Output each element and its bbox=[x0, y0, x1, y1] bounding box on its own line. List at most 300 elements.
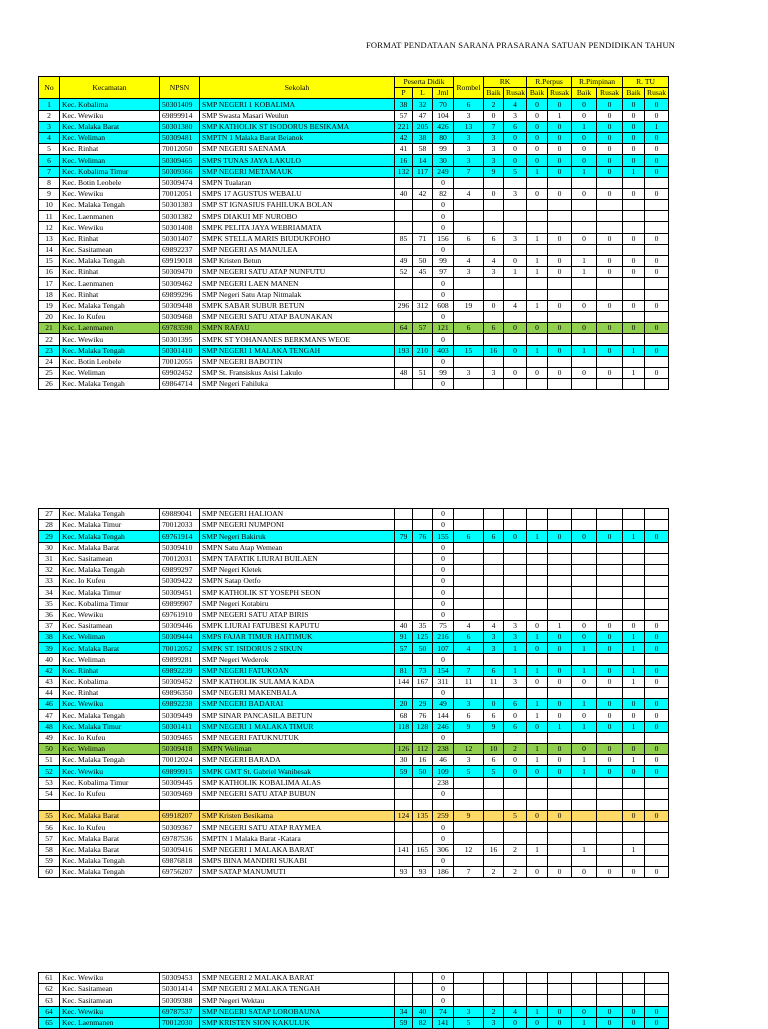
pimpinan-rusak-cell: 0 bbox=[597, 256, 623, 267]
tu-baik-cell: 1 bbox=[623, 632, 645, 643]
header-jml: Jml bbox=[433, 88, 454, 99]
pimpinan-baik-cell: 0 bbox=[572, 632, 597, 643]
rk-rusak-cell: 3 bbox=[504, 110, 527, 121]
jml-cell bbox=[433, 799, 454, 810]
tu-baik-cell bbox=[623, 311, 645, 322]
tu-rusak-cell bbox=[645, 334, 669, 345]
perpus-rusak-cell bbox=[548, 844, 572, 855]
rk-rusak-cell bbox=[504, 244, 527, 255]
pimpinan-rusak-cell: 0 bbox=[597, 121, 623, 132]
rombel-cell bbox=[454, 311, 484, 322]
l-cell: 76 bbox=[413, 710, 433, 721]
tu-rusak-cell: 0 bbox=[645, 632, 669, 643]
kecamatan-cell: Kec. Kobalima bbox=[60, 99, 160, 110]
perpus-rusak-cell: 0 bbox=[548, 867, 572, 878]
tu-rusak-cell bbox=[645, 654, 669, 665]
rk-baik-cell bbox=[484, 609, 504, 620]
kecamatan-cell: Kec. Rinhat bbox=[60, 289, 160, 300]
l-cell: 167 bbox=[413, 676, 433, 687]
kecamatan-cell: Kec. Wewiku bbox=[60, 973, 160, 984]
pimpinan-rusak-cell: 0 bbox=[597, 155, 623, 166]
pimpinan-baik-cell bbox=[572, 973, 597, 984]
rombel-cell bbox=[454, 799, 484, 810]
tu-baik-cell: 1 bbox=[623, 531, 645, 542]
jml-cell: 75 bbox=[433, 620, 454, 631]
rk-baik-cell: 6 bbox=[484, 665, 504, 676]
l-cell: 40 bbox=[413, 1006, 433, 1017]
l-cell bbox=[413, 356, 433, 367]
jml-cell: 49 bbox=[433, 699, 454, 710]
table-row bbox=[39, 732, 669, 743]
tu-rusak-cell bbox=[645, 509, 669, 520]
kecamatan-cell: Kec. Weliman bbox=[60, 132, 160, 143]
kecamatan-cell: Kec. Wewiku bbox=[60, 334, 160, 345]
jml-cell: 0 bbox=[433, 732, 454, 743]
tu-baik-cell bbox=[623, 553, 645, 564]
p-cell bbox=[395, 822, 413, 833]
tu-baik-cell: 0 bbox=[623, 323, 645, 334]
table-row bbox=[39, 564, 669, 575]
tu-rusak-cell bbox=[645, 222, 669, 233]
rk-baik-cell: 4 bbox=[484, 256, 504, 267]
tu-baik-cell bbox=[623, 732, 645, 743]
row-number: 58 bbox=[39, 844, 60, 855]
header-tu-rusak: Rusak bbox=[645, 88, 669, 99]
row-number: 19 bbox=[39, 300, 60, 311]
l-cell: 312 bbox=[413, 300, 433, 311]
table-row bbox=[39, 222, 669, 233]
tu-rusak-cell bbox=[645, 833, 669, 844]
tu-baik-cell: 0 bbox=[623, 811, 645, 822]
tu-baik-cell bbox=[623, 509, 645, 520]
perpus-baik-cell: 0 bbox=[527, 132, 548, 143]
l-cell bbox=[413, 855, 433, 866]
perpus-rusak-cell: 0 bbox=[548, 531, 572, 542]
table-row bbox=[39, 520, 669, 531]
tu-rusak-cell: 0 bbox=[645, 345, 669, 356]
sekolah-cell: SMPN Tualaran bbox=[200, 177, 395, 188]
tu-rusak-cell: 0 bbox=[645, 256, 669, 267]
kecamatan-cell: Kec. Laenmanen bbox=[60, 278, 160, 289]
sekolah-cell: SMP Negeri Bakiruk bbox=[200, 531, 395, 542]
npsn-cell: 70012051 bbox=[160, 188, 200, 199]
jml-cell: 144 bbox=[433, 710, 454, 721]
tu-baik-cell: 0 bbox=[623, 267, 645, 278]
rk-baik-cell bbox=[484, 520, 504, 531]
table-row bbox=[39, 632, 669, 643]
kecamatan-cell: Kec. Laenmanen bbox=[60, 211, 160, 222]
tu-baik-cell: 1 bbox=[623, 676, 645, 687]
l-cell: 82 bbox=[413, 1017, 433, 1028]
sekolah-cell: SMPS TUNAS JAYA LAKULO bbox=[200, 155, 395, 166]
row-number: 25 bbox=[39, 367, 60, 378]
rk-rusak-cell: 4 bbox=[504, 99, 527, 110]
row-number: 8 bbox=[39, 177, 60, 188]
p-cell bbox=[395, 598, 413, 609]
l-cell: 128 bbox=[413, 721, 433, 732]
kecamatan-cell: Kec. Malaka Timur bbox=[60, 721, 160, 732]
p-cell: 57 bbox=[395, 110, 413, 121]
kecamatan-cell: Kec. Rinhat bbox=[60, 144, 160, 155]
npsn-cell: 50301407 bbox=[160, 233, 200, 244]
table-row bbox=[39, 356, 669, 367]
l-cell bbox=[413, 777, 433, 788]
rk-rusak-cell: 1 bbox=[504, 267, 527, 278]
school-table-1 bbox=[38, 76, 669, 390]
sekolah-cell: SMP NEGERI FATUKOAN bbox=[200, 665, 395, 676]
rombel-cell bbox=[454, 356, 484, 367]
jml-cell: 0 bbox=[433, 356, 454, 367]
perpus-rusak-cell bbox=[548, 855, 572, 866]
perpus-rusak-cell bbox=[548, 598, 572, 609]
rombel-cell: 4 bbox=[454, 643, 484, 654]
l-cell bbox=[413, 833, 433, 844]
perpus-baik-cell: 0 bbox=[527, 323, 548, 334]
pimpinan-baik-cell bbox=[572, 777, 597, 788]
l-cell bbox=[413, 732, 433, 743]
header-perpus-rusak: Rusak bbox=[548, 88, 572, 99]
rombel-cell: 3 bbox=[454, 699, 484, 710]
npsn-cell: 50309453 bbox=[160, 973, 200, 984]
l-cell: 205 bbox=[413, 121, 433, 132]
kecamatan-cell: Kec. Malaka Tengah bbox=[60, 300, 160, 311]
row-number: 39 bbox=[39, 643, 60, 654]
sekolah-cell: SMP ST IGNASIUS FAHILUKA BOLAN bbox=[200, 200, 395, 211]
npsn-cell: 69899281 bbox=[160, 654, 200, 665]
jml-cell: 156 bbox=[433, 233, 454, 244]
l-cell: 50 bbox=[413, 643, 433, 654]
rombel-cell: 15 bbox=[454, 345, 484, 356]
pimpinan-rusak-cell bbox=[597, 289, 623, 300]
table-row bbox=[39, 300, 669, 311]
table-row bbox=[39, 721, 669, 732]
npsn-cell: 50301414 bbox=[160, 984, 200, 995]
rombel-cell bbox=[454, 732, 484, 743]
npsn-cell bbox=[160, 799, 200, 810]
jml-cell: 216 bbox=[433, 632, 454, 643]
tu-baik-cell: 0 bbox=[623, 867, 645, 878]
rombel-cell bbox=[454, 855, 484, 866]
perpus-baik-cell: 0 bbox=[527, 620, 548, 631]
rk-baik-cell bbox=[484, 688, 504, 699]
pimpinan-baik-cell: 1 bbox=[572, 766, 597, 777]
l-cell: 35 bbox=[413, 620, 433, 631]
pimpinan-rusak-cell bbox=[597, 688, 623, 699]
sekolah-cell: SMP KATHOLIK ST YOSEPH SEON bbox=[200, 587, 395, 598]
rombel-cell: 7 bbox=[454, 166, 484, 177]
rk-rusak-cell bbox=[504, 553, 527, 564]
p-cell bbox=[395, 334, 413, 345]
p-cell: 64 bbox=[395, 323, 413, 334]
pimpinan-baik-cell: 0 bbox=[572, 1006, 597, 1017]
l-cell: 42 bbox=[413, 188, 433, 199]
table-row bbox=[39, 620, 669, 631]
row-number: 62 bbox=[39, 984, 60, 995]
npsn-cell: 70012055 bbox=[160, 356, 200, 367]
rk-baik-cell: 16 bbox=[484, 345, 504, 356]
npsn-cell: 69899914 bbox=[160, 110, 200, 121]
sekolah-cell: SMPS FAJAR TIMUR HAITIMUK bbox=[200, 632, 395, 643]
perpus-baik-cell: 1 bbox=[527, 233, 548, 244]
jml-cell: 0 bbox=[433, 520, 454, 531]
sekolah-cell: SMP NEGERI HALIOAN bbox=[200, 509, 395, 520]
rk-baik-cell bbox=[484, 811, 504, 822]
pimpinan-rusak-cell: 0 bbox=[597, 1017, 623, 1028]
pimpinan-baik-cell: 0 bbox=[572, 155, 597, 166]
row-number: 29 bbox=[39, 531, 60, 542]
pimpinan-baik-cell: 0 bbox=[572, 367, 597, 378]
rk-baik-cell bbox=[484, 379, 504, 390]
tu-rusak-cell: 0 bbox=[645, 99, 669, 110]
jml-cell: 0 bbox=[433, 222, 454, 233]
rombel-cell: 6 bbox=[454, 710, 484, 721]
tu-rusak-cell: 0 bbox=[645, 1006, 669, 1017]
perpus-baik-cell: 1 bbox=[527, 1006, 548, 1017]
perpus-baik-cell bbox=[527, 799, 548, 810]
tu-baik-cell: 1 bbox=[623, 721, 645, 732]
p-cell bbox=[395, 995, 413, 1006]
row-number: 33 bbox=[39, 576, 60, 587]
p-cell bbox=[395, 211, 413, 222]
jml-cell: 403 bbox=[433, 345, 454, 356]
kecamatan-cell: Kec. Botin Leobele bbox=[60, 356, 160, 367]
perpus-rusak-cell: 0 bbox=[548, 132, 572, 143]
rombel-cell: 6 bbox=[454, 531, 484, 542]
kecamatan-cell: Kec. Laenmanen bbox=[60, 323, 160, 334]
row-number: 55 bbox=[39, 811, 60, 822]
perpus-baik-cell: 0 bbox=[527, 1017, 548, 1028]
row-number: 37 bbox=[39, 620, 60, 631]
rombel-cell: 5 bbox=[454, 766, 484, 777]
table-row bbox=[39, 973, 669, 984]
row-number: 54 bbox=[39, 788, 60, 799]
row-number: 51 bbox=[39, 755, 60, 766]
rk-rusak-cell bbox=[504, 732, 527, 743]
tu-rusak-cell: 0 bbox=[645, 367, 669, 378]
l-cell: 29 bbox=[413, 699, 433, 710]
tu-rusak-cell bbox=[645, 200, 669, 211]
kecamatan-cell: Kec. Wewiku bbox=[60, 699, 160, 710]
l-cell: 57 bbox=[413, 323, 433, 334]
npsn-cell: 70012033 bbox=[160, 520, 200, 531]
rk-baik-cell: 2 bbox=[484, 1006, 504, 1017]
tu-rusak-cell: 0 bbox=[645, 665, 669, 676]
sekolah-cell: SMP Swasta Masari Weulun bbox=[200, 110, 395, 121]
rk-baik-cell bbox=[484, 244, 504, 255]
kecamatan-cell: Kec. Malaka Tengah bbox=[60, 345, 160, 356]
l-cell: 32 bbox=[413, 99, 433, 110]
pimpinan-rusak-cell: 0 bbox=[597, 188, 623, 199]
rk-rusak-cell: 2 bbox=[504, 743, 527, 754]
header-r-perpus: R.Perpus bbox=[527, 77, 572, 88]
pimpinan-baik-cell bbox=[572, 598, 597, 609]
header-pimpinan-baik: Baik bbox=[572, 88, 597, 99]
kecamatan-cell: Kec. Kobalima bbox=[60, 676, 160, 687]
perpus-baik-cell bbox=[527, 995, 548, 1006]
row-number: 3 bbox=[39, 121, 60, 132]
pimpinan-baik-cell: 0 bbox=[572, 676, 597, 687]
sekolah-cell: SMPN TAFATIK LIURAI BUILAEN bbox=[200, 553, 395, 564]
l-cell: 117 bbox=[413, 166, 433, 177]
jml-cell: 0 bbox=[433, 244, 454, 255]
rk-rusak-cell: 5 bbox=[504, 811, 527, 822]
rk-rusak-cell: 2 bbox=[504, 844, 527, 855]
perpus-rusak-cell: 0 bbox=[548, 99, 572, 110]
npsn-cell: 50309416 bbox=[160, 844, 200, 855]
rk-baik-cell bbox=[484, 799, 504, 810]
sekolah-cell: SMP NEGERI SAENAMA bbox=[200, 144, 395, 155]
header-rk: RK bbox=[484, 77, 527, 88]
tu-rusak-cell bbox=[645, 244, 669, 255]
jml-cell: 246 bbox=[433, 721, 454, 732]
sekolah-cell: SMP Kristen Besikama bbox=[200, 811, 395, 822]
row-number: 21 bbox=[39, 323, 60, 334]
kecamatan-cell bbox=[60, 799, 160, 810]
sekolah-cell: SMP NEGERI LAEN MANEN bbox=[200, 278, 395, 289]
table-row bbox=[39, 289, 669, 300]
tu-baik-cell: 1 bbox=[623, 345, 645, 356]
kecamatan-cell: Kec. Malaka Tengah bbox=[60, 755, 160, 766]
rk-rusak-cell: 0 bbox=[504, 755, 527, 766]
l-cell bbox=[413, 211, 433, 222]
kecamatan-cell: Kec. Malaka Tengah bbox=[60, 379, 160, 390]
npsn-cell: 50309446 bbox=[160, 620, 200, 631]
rombel-cell bbox=[454, 654, 484, 665]
tu-baik-cell: 1 bbox=[623, 367, 645, 378]
perpus-baik-cell: 1 bbox=[527, 699, 548, 710]
table-row bbox=[39, 995, 669, 1006]
perpus-rusak-cell bbox=[548, 200, 572, 211]
tu-rusak-cell: 0 bbox=[645, 110, 669, 121]
p-cell bbox=[395, 542, 413, 553]
table-row bbox=[39, 755, 669, 766]
rombel-cell bbox=[454, 609, 484, 620]
rombel-cell: 5 bbox=[454, 1017, 484, 1028]
row-number: 52 bbox=[39, 766, 60, 777]
npsn-cell: 69899915 bbox=[160, 766, 200, 777]
tu-baik-cell: 1 bbox=[623, 166, 645, 177]
sekolah-cell: SMPTN 1 Malaka Barat Beianok bbox=[200, 132, 395, 143]
pimpinan-rusak-cell: 0 bbox=[597, 721, 623, 732]
rk-baik-cell: 7 bbox=[484, 121, 504, 132]
rk-rusak-cell: 0 bbox=[504, 531, 527, 542]
tu-rusak-cell bbox=[645, 278, 669, 289]
p-cell bbox=[395, 289, 413, 300]
l-cell bbox=[413, 609, 433, 620]
rk-baik-cell bbox=[484, 587, 504, 598]
jml-cell: 0 bbox=[433, 576, 454, 587]
tu-rusak-cell bbox=[645, 688, 669, 699]
pimpinan-rusak-cell bbox=[597, 855, 623, 866]
jml-cell: 70 bbox=[433, 99, 454, 110]
tu-rusak-cell bbox=[645, 822, 669, 833]
perpus-baik-cell bbox=[527, 542, 548, 553]
row-number: 61 bbox=[39, 973, 60, 984]
table-row bbox=[39, 688, 669, 699]
kecamatan-cell: Kec. Sasitamean bbox=[60, 244, 160, 255]
tu-rusak-cell bbox=[645, 356, 669, 367]
npsn-cell: 50309452 bbox=[160, 676, 200, 687]
tu-rusak-cell: 0 bbox=[645, 721, 669, 732]
p-cell bbox=[395, 311, 413, 322]
pimpinan-baik-cell bbox=[572, 654, 597, 665]
row-number: 42 bbox=[39, 665, 60, 676]
l-cell bbox=[413, 995, 433, 1006]
perpus-baik-cell bbox=[527, 379, 548, 390]
table-row bbox=[39, 576, 669, 587]
p-cell: 52 bbox=[395, 267, 413, 278]
pimpinan-rusak-cell bbox=[597, 609, 623, 620]
perpus-baik-cell bbox=[527, 564, 548, 575]
header-no: No bbox=[39, 77, 60, 99]
pimpinan-baik-cell bbox=[572, 822, 597, 833]
table-row bbox=[39, 665, 669, 676]
tu-rusak-cell: 0 bbox=[645, 188, 669, 199]
rombel-cell: 9 bbox=[454, 721, 484, 732]
kecamatan-cell: Kec. Wewiku bbox=[60, 110, 160, 121]
perpus-baik-cell: 1 bbox=[527, 755, 548, 766]
kecamatan-cell: Kec. Io Kufeu bbox=[60, 822, 160, 833]
sekolah-cell: SMP NEGERI METAMAUK bbox=[200, 166, 395, 177]
p-cell bbox=[395, 356, 413, 367]
rk-rusak-cell bbox=[504, 222, 527, 233]
rk-rusak-cell bbox=[504, 509, 527, 520]
table-row bbox=[39, 587, 669, 598]
kecamatan-cell: Kec. Malaka Barat bbox=[60, 844, 160, 855]
school-table-2 bbox=[38, 508, 669, 878]
pimpinan-baik-cell bbox=[572, 211, 597, 222]
rombel-cell: 12 bbox=[454, 743, 484, 754]
row-number bbox=[39, 799, 60, 810]
perpus-baik-cell: 0 bbox=[527, 367, 548, 378]
rk-rusak-cell: 0 bbox=[504, 155, 527, 166]
tu-rusak-cell bbox=[645, 542, 669, 553]
tu-rusak-cell bbox=[645, 777, 669, 788]
l-cell bbox=[413, 598, 433, 609]
rk-baik-cell: 3 bbox=[484, 1017, 504, 1028]
rk-rusak-cell: 0 bbox=[504, 144, 527, 155]
perpus-rusak-cell: 0 bbox=[548, 233, 572, 244]
kecamatan-cell: Kec. Wewiku bbox=[60, 609, 160, 620]
kecamatan-cell: Kec. Malaka Tengah bbox=[60, 531, 160, 542]
pimpinan-rusak-cell: 0 bbox=[597, 99, 623, 110]
tu-baik-cell bbox=[623, 609, 645, 620]
rk-rusak-cell: 6 bbox=[504, 721, 527, 732]
table-row bbox=[39, 99, 669, 110]
tu-rusak-cell bbox=[645, 564, 669, 575]
rombel-cell bbox=[454, 509, 484, 520]
pimpinan-baik-cell bbox=[572, 609, 597, 620]
rk-baik-cell bbox=[484, 177, 504, 188]
p-cell bbox=[395, 788, 413, 799]
row-number: 13 bbox=[39, 233, 60, 244]
p-cell bbox=[395, 244, 413, 255]
tu-baik-cell: 0 bbox=[623, 110, 645, 121]
pimpinan-rusak-cell bbox=[597, 311, 623, 322]
l-cell bbox=[413, 222, 433, 233]
table-row bbox=[39, 110, 669, 121]
tu-rusak-cell bbox=[645, 984, 669, 995]
perpus-baik-cell bbox=[527, 855, 548, 866]
sekolah-cell: SMP SATAP MANUMUTI bbox=[200, 867, 395, 878]
tu-baik-cell bbox=[623, 576, 645, 587]
row-number: 23 bbox=[39, 345, 60, 356]
kecamatan-cell: Kec. Sasitamean bbox=[60, 995, 160, 1006]
perpus-baik-cell bbox=[527, 211, 548, 222]
row-number: 4 bbox=[39, 132, 60, 143]
jml-cell: 155 bbox=[433, 531, 454, 542]
table-row bbox=[39, 311, 669, 322]
